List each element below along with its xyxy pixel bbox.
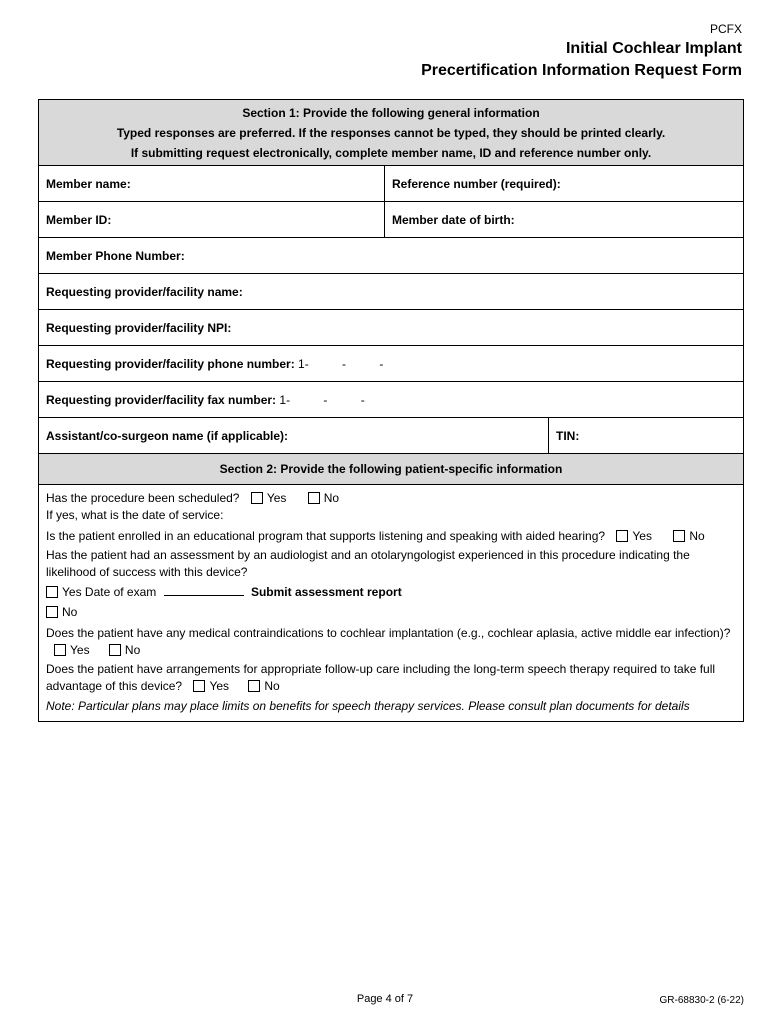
- scheduled-yes-checkbox[interactable]: [251, 492, 263, 504]
- followup-yes-label: Yes: [209, 679, 230, 693]
- speech-therapy-note: Note: Particular plans may place limits on benefits for speech therapy services. Please consult plan documents for details: [46, 699, 690, 713]
- provider-fax-field: [39, 382, 365, 417]
- tin-label: TIN:: [556, 428, 580, 443]
- provider-name-label: Requesting provider/facility name:: [46, 284, 243, 299]
- assessment-yes-line: [46, 584, 736, 601]
- member-name-field[interactable]: [39, 166, 385, 201]
- member-dob-field[interactable]: [385, 202, 743, 237]
- assessment-no-label: No: [62, 605, 78, 619]
- submit-assessment-label: Submit assessment report: [250, 585, 402, 599]
- provider-fax-row[interactable]: [39, 382, 743, 418]
- provider-phone-field: [39, 346, 383, 381]
- provider-npi-row[interactable]: [39, 310, 743, 346]
- reference-number-label: Reference number (required):: [392, 176, 561, 191]
- form-code-header: PCFX: [709, 22, 742, 36]
- member-id-label: Member ID:: [46, 212, 112, 227]
- educational-no-checkbox[interactable]: [673, 530, 685, 542]
- educational-yes-label: Yes: [632, 529, 652, 543]
- member-dob-label: Member date of birth:: [392, 212, 515, 227]
- assessment-no-line: [46, 604, 736, 621]
- provider-phone-row[interactable]: [39, 346, 743, 382]
- section1-title: Section 1: Provide the following general information: [242, 106, 540, 120]
- followup-yes-checkbox[interactable]: [193, 680, 205, 692]
- question-contraindications-text: Does the patient have any medical contraindications to cochlear implantation (e.g., cochlear aplasia, active middle ear infection)?: [46, 626, 731, 640]
- assessment-yes-date-label: Yes Date of exam: [62, 585, 157, 599]
- page-title: Initial Cochlear Implant: [565, 40, 742, 57]
- member-name-label: Member name:: [46, 176, 131, 191]
- request-form: [38, 99, 744, 722]
- followup-no-checkbox[interactable]: [248, 680, 260, 692]
- tin-field[interactable]: [549, 418, 743, 453]
- member-id-row: [39, 202, 743, 238]
- assistant-field[interactable]: [39, 418, 549, 453]
- scheduled-no-label: No: [323, 491, 340, 505]
- section2-header: Section 2: Provide the following patient-specific information: [39, 454, 743, 485]
- educational-no-label: No: [689, 529, 705, 543]
- question-educational-program: [46, 528, 736, 545]
- provider-npi-label: Requesting provider/facility NPI:: [46, 320, 232, 335]
- scheduled-yes-label: Yes: [266, 491, 287, 505]
- page-subtitle: Precertification Information Request Form: [421, 62, 742, 79]
- contraindications-yes-label: Yes: [70, 643, 90, 657]
- assessment-yes-checkbox[interactable]: [46, 586, 58, 598]
- question-followup: [46, 661, 736, 695]
- provider-fax-format: 1- - -: [279, 392, 365, 407]
- question-contraindications: [46, 625, 736, 659]
- member-name-row: [39, 166, 743, 202]
- assistant-row: [39, 418, 743, 454]
- section1-electronic-note: If submitting request electronically, complete member name, ID and reference number only.: [130, 146, 652, 160]
- exam-date-field[interactable]: [164, 584, 244, 596]
- contraindications-no-checkbox[interactable]: [109, 644, 121, 656]
- question-scheduled: [46, 490, 736, 507]
- section1-header: [39, 100, 743, 166]
- provider-phone-label: Requesting provider/facility phone number:: [46, 356, 295, 371]
- member-id-field[interactable]: [39, 202, 385, 237]
- member-phone-label: Member Phone Number:: [46, 248, 185, 263]
- question-educational-text: Is the patient enrolled in an educational program that supports listening and speaking with aided hearing?: [46, 529, 606, 543]
- question-assessment: Has the patient had an assessment by an audiologist and an otolaryngologist experienced in this procedure indicating the likelihood of success with this device?: [46, 548, 690, 579]
- date-of-service: If yes, what is the date of service:: [46, 508, 224, 522]
- reference-number-field[interactable]: [385, 166, 743, 201]
- provider-fax-label: Requesting provider/facility fax number:: [46, 392, 277, 407]
- followup-no-label: No: [264, 679, 280, 693]
- member-phone-row[interactable]: [39, 238, 743, 274]
- educational-yes-checkbox[interactable]: [616, 530, 628, 542]
- question-scheduled-text: Has the procedure been scheduled?: [46, 491, 240, 505]
- assistant-label: Assistant/co-surgeon name (if applicable):: [46, 428, 289, 443]
- provider-name-row[interactable]: [39, 274, 743, 310]
- form-code-footer: GR-68830-2 (6-22): [659, 995, 744, 1006]
- section1-instruction: Typed responses are preferred. If the responses cannot be typed, they should be printed clearly.: [116, 126, 666, 140]
- provider-phone-format: 1- - -: [298, 356, 384, 371]
- assessment-no-checkbox[interactable]: [46, 606, 58, 618]
- page-number: Page 4 of 7: [356, 993, 414, 1005]
- scheduled-no-checkbox[interactable]: [308, 492, 320, 504]
- section2-body: [39, 485, 743, 721]
- question-followup-text: Does the patient have arrangements for appropriate follow-up care including the long-term speech therapy required to take full advantage of this device?: [46, 662, 716, 693]
- contraindications-yes-checkbox[interactable]: [54, 644, 66, 656]
- contraindications-no-label: No: [124, 643, 141, 657]
